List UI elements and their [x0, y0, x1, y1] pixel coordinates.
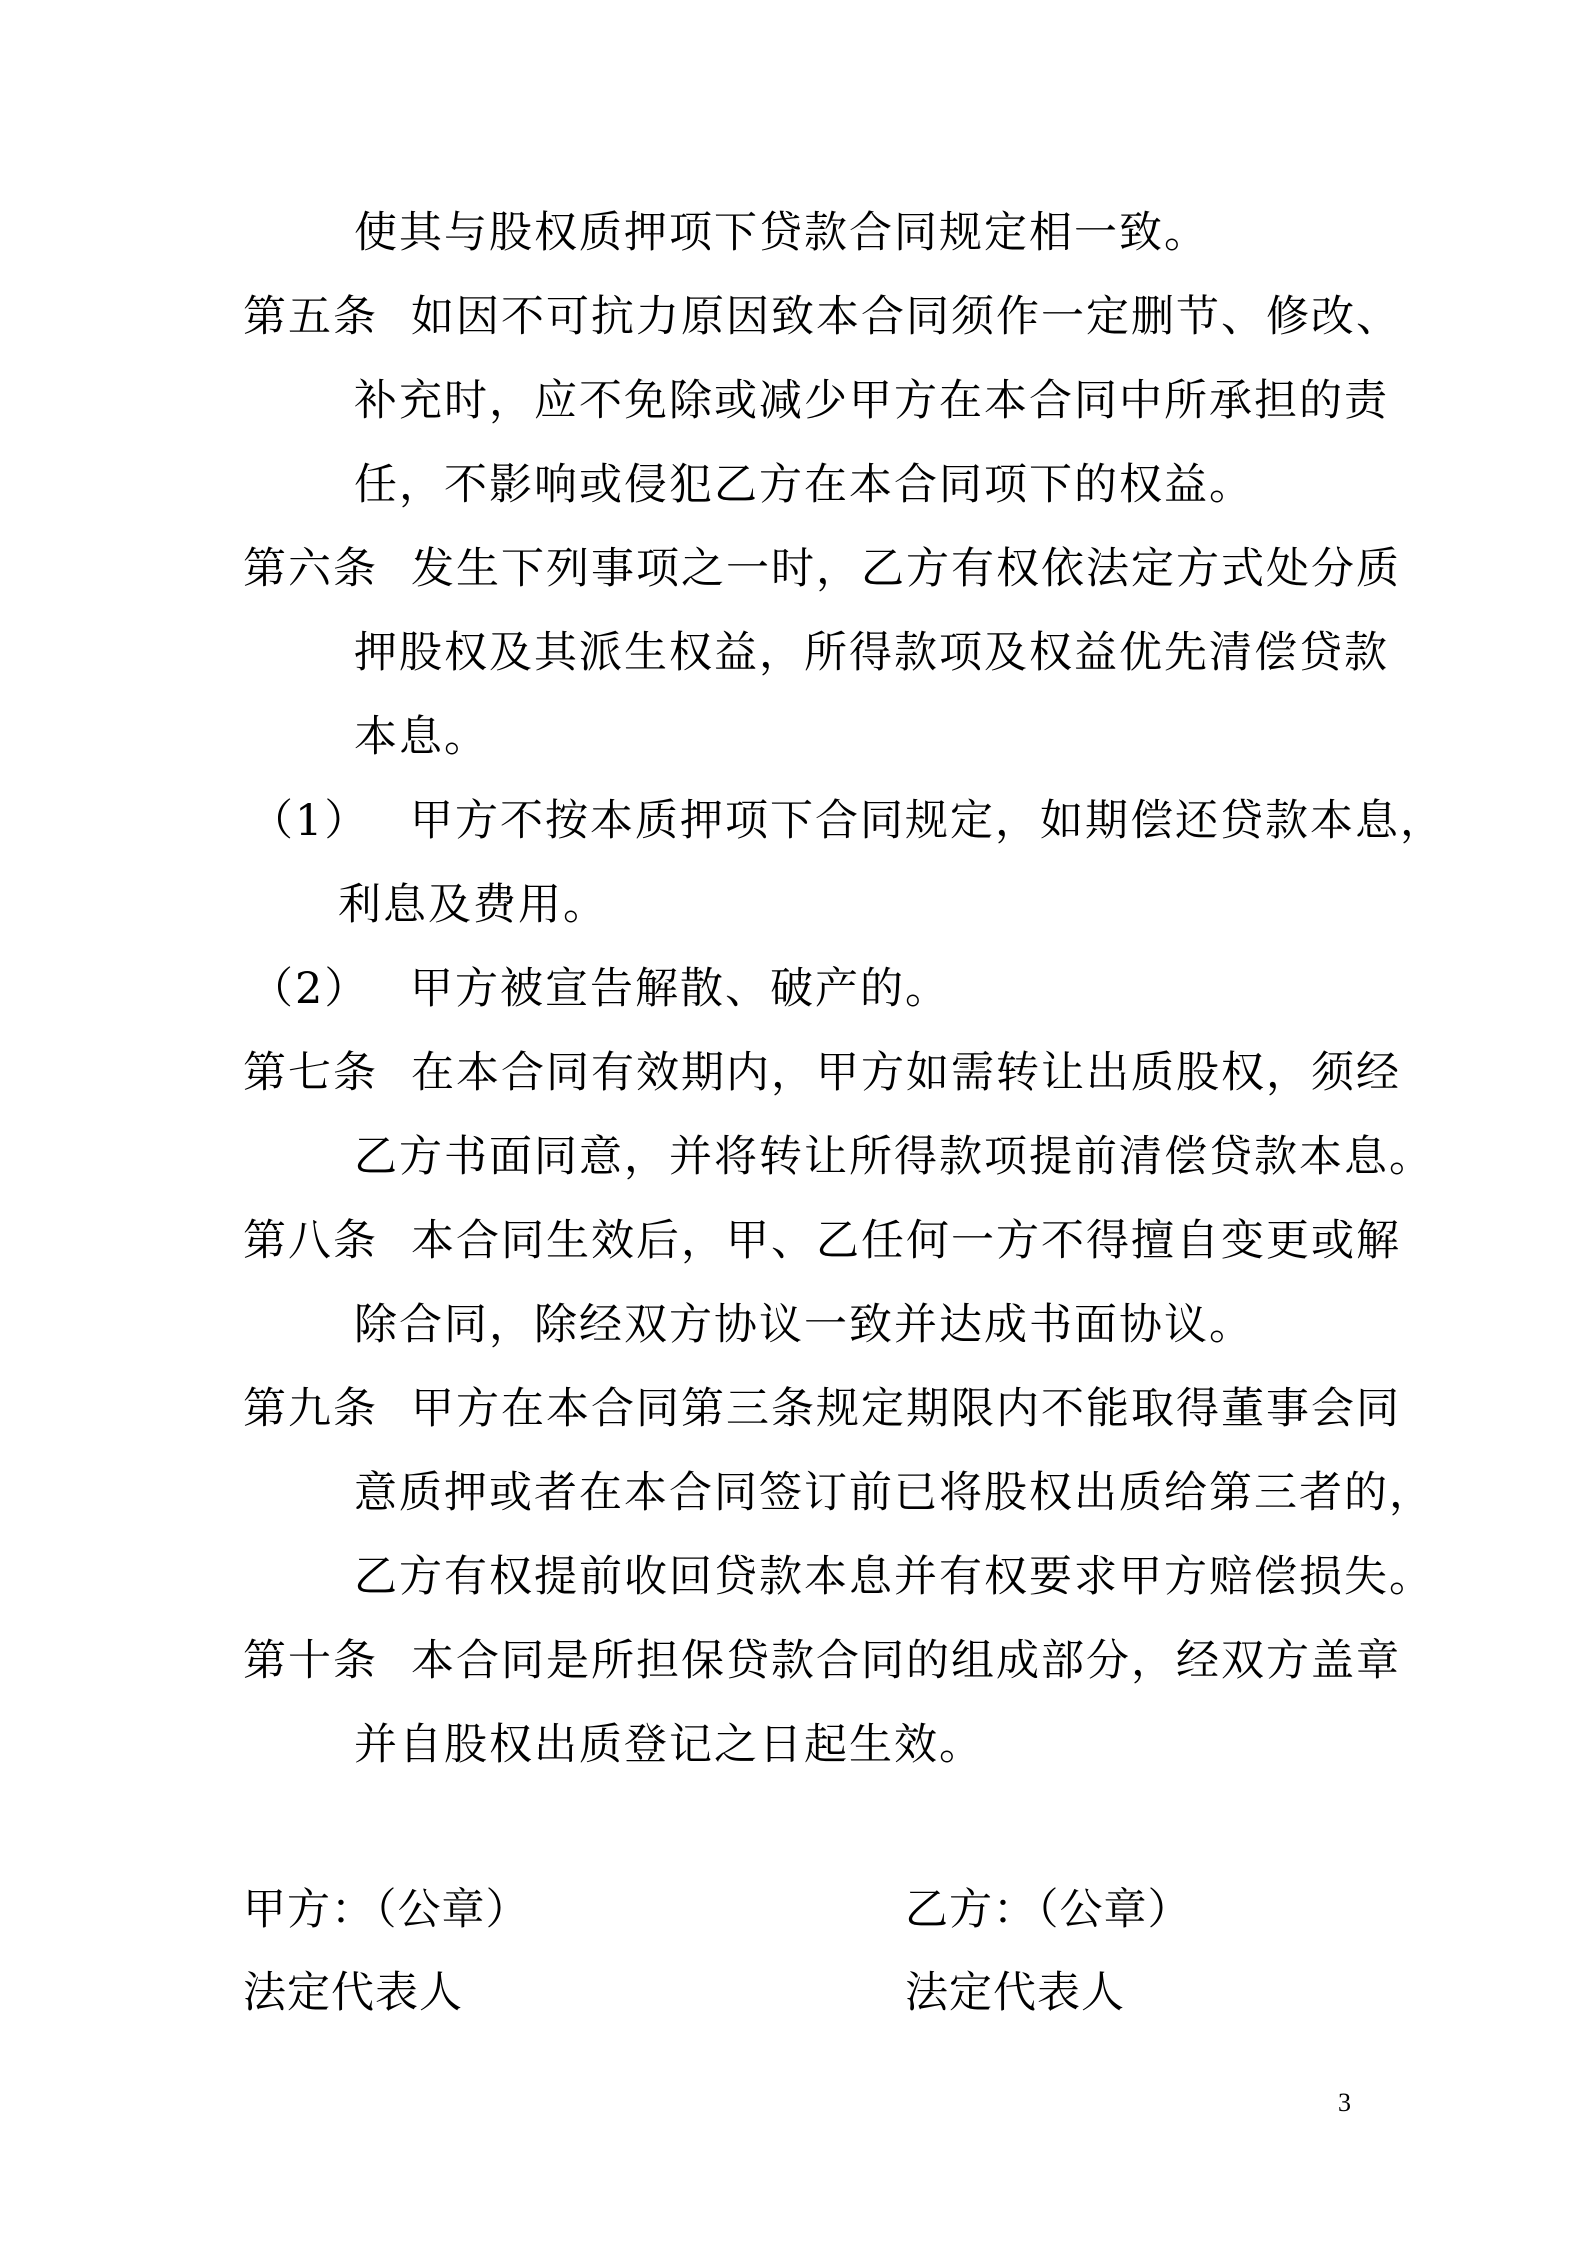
line-text: 本息。	[354, 712, 489, 762]
line-text: 任，不影响或侵犯乙方在本合同项下的权益。	[354, 460, 1254, 510]
article-5-line-1	[243, 292, 1401, 342]
page-number: 3	[1338, 2088, 1351, 2117]
item-2-line-1	[250, 964, 950, 1014]
article-9-line-3	[354, 1552, 1434, 1602]
line-text: 除合同，除经双方协议一致并达成书面协议。	[354, 1300, 1254, 1350]
line-text: 甲方不按本质押项下合同规定，如期偿还贷款本息，	[410, 796, 1445, 846]
article-number: 第七条	[243, 1048, 378, 1098]
article-10-line-2	[354, 1720, 984, 1770]
article-8-line-2	[354, 1300, 1254, 1350]
line-text: 并自股权出质登记之日起生效。	[354, 1720, 984, 1770]
article-number: 第九条	[243, 1384, 378, 1434]
article-6-line-2	[354, 628, 1389, 678]
line-text: 押股权及其派生权益，所得款项及权益优先清偿贷款	[354, 628, 1389, 678]
line-text: 在本合同有效期内，甲方如需转让出质股权，须经	[411, 1048, 1401, 1098]
article-4-continuation-line	[354, 208, 1209, 258]
item-number: （1）	[250, 796, 370, 846]
article-10-line-1	[243, 1636, 1401, 1686]
line-text: 本合同是所担保贷款合同的组成部分，经双方盖章	[411, 1636, 1401, 1686]
line-text: 利息及费用。	[338, 880, 608, 930]
article-number: 第八条	[243, 1216, 378, 1266]
line-text: 使其与股权质押项下贷款合同规定相一致。	[354, 208, 1209, 258]
party-b-representative: 法定代表人	[905, 1968, 1125, 2018]
article-9-line-2	[354, 1468, 1434, 1518]
party-b-seal: 乙方：（公章）	[905, 1885, 1192, 1935]
article-5-line-3	[354, 460, 1254, 510]
line-text: 甲方在本合同第三条规定期限内不能取得董事会同	[411, 1384, 1401, 1434]
line-text: 乙方书面同意，并将转让所得款项提前清偿贷款本息。	[354, 1132, 1434, 1182]
article-number: 第六条	[243, 544, 378, 594]
item-1-line-1	[250, 796, 1445, 846]
article-5-line-2	[354, 376, 1389, 426]
line-text: 本合同生效后，甲、乙任何一方不得擅自变更或解	[411, 1216, 1401, 1266]
article-7-line-2	[354, 1132, 1434, 1182]
line-text: 意质押或者在本合同签订前已将股权出质给第三者的，	[354, 1468, 1434, 1518]
article-number: 第五条	[243, 292, 378, 342]
line-text: 如因不可抗力原因致本合同须作一定删节、修改、	[411, 292, 1401, 342]
party-a-representative: 法定代表人	[243, 1968, 463, 2018]
article-8-line-1	[243, 1216, 1401, 1266]
line-text: 发生下列事项之一时，乙方有权依法定方式处分质	[411, 544, 1401, 594]
item-1-line-2	[338, 880, 608, 930]
item-number: （2）	[250, 964, 370, 1014]
article-number: 第十条	[243, 1636, 378, 1686]
article-6-line-3	[354, 712, 489, 762]
line-text: 乙方有权提前收回贷款本息并有权要求甲方赔偿损失。	[354, 1552, 1434, 1602]
article-6-line-1	[243, 544, 1401, 594]
party-a-seal: 甲方：（公章）	[243, 1885, 530, 1935]
line-text: 甲方被宣告解散、破产的。	[410, 964, 950, 1014]
article-7-line-1	[243, 1048, 1401, 1098]
line-text: 补充时，应不免除或减少甲方在本合同中所承担的责	[354, 376, 1389, 426]
article-9-line-1	[243, 1384, 1401, 1434]
